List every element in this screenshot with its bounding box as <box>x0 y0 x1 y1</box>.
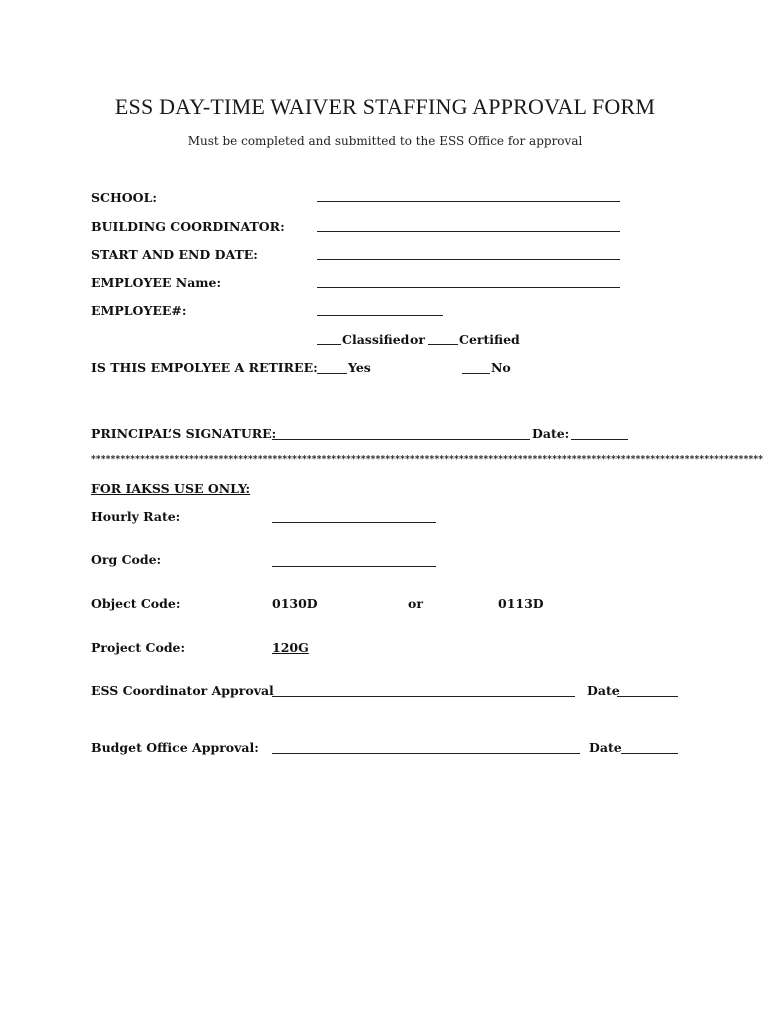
start-end-date-label: START AND END DATE: <box>91 247 258 262</box>
hourly-rate-field[interactable] <box>272 522 436 523</box>
principal-signature-label: PRINCIPAL’S SIGNATURE: <box>91 426 277 441</box>
project-code-value: 120G <box>272 640 309 655</box>
hourly-rate-label: Hourly Rate: <box>91 509 181 524</box>
org-code-label: Org Code: <box>91 552 162 567</box>
principal-date-field[interactable] <box>571 439 628 440</box>
retiree-yes-label: Yes <box>348 360 371 375</box>
ess-approval-signature-field[interactable] <box>272 696 575 697</box>
employee-number-label: EMPLOYEE#: <box>91 303 187 318</box>
retiree-no-label: No <box>491 360 511 375</box>
classified-label: Classified <box>342 332 410 347</box>
budget-approval-signature-field[interactable] <box>272 753 580 754</box>
retiree-label: IS THIS EMPOLYEE A RETIREE: <box>91 360 318 375</box>
principal-signature-field[interactable] <box>272 439 530 440</box>
form-subtitle: Must be completed and submitted to the ESS Office for approval <box>187 134 583 148</box>
org-code-field[interactable] <box>272 566 436 567</box>
budget-approval-label: Budget Office Approval: <box>91 740 259 755</box>
school-field[interactable] <box>317 201 620 202</box>
certified-label: Certified <box>459 332 520 347</box>
start-end-date-field[interactable] <box>317 259 620 260</box>
object-code-option1: 0130D <box>272 596 318 611</box>
object-code-option2: 0113D <box>498 596 544 611</box>
classified-blank[interactable] <box>317 344 341 345</box>
ess-approval-date-field[interactable] <box>617 696 678 697</box>
principal-date-label: Date: <box>532 426 570 441</box>
building-coordinator-label: BUILDING COORDINATOR: <box>91 219 285 234</box>
classification-or: or <box>410 332 425 347</box>
object-code-label: Object Code: <box>91 596 181 611</box>
retiree-yes-blank[interactable] <box>317 373 347 374</box>
employee-name-label: EMPLOYEE Name: <box>91 275 222 290</box>
school-label: SCHOOL: <box>91 190 157 205</box>
budget-approval-date-label: Date <box>589 740 622 755</box>
retiree-no-blank[interactable] <box>462 373 490 374</box>
ess-approval-label: ESS Coordinator Approval <box>91 683 274 698</box>
form-title: ESS DAY-TIME WAIVER STAFFING APPROVAL FORM <box>114 94 656 119</box>
building-coordinator-field[interactable] <box>317 231 620 232</box>
employee-name-field[interactable] <box>317 287 620 288</box>
certified-blank[interactable] <box>428 344 458 345</box>
ess-approval-date-label: Date <box>587 683 620 698</box>
budget-approval-date-field[interactable] <box>621 753 678 754</box>
project-code-label: Project Code: <box>91 640 186 655</box>
office-use-heading: FOR IAKSS USE ONLY: <box>91 481 251 496</box>
separator-line: ***************************************************************************************************************************************** <box>91 455 764 465</box>
object-code-or: or <box>408 596 423 611</box>
employee-number-field[interactable] <box>317 315 443 316</box>
